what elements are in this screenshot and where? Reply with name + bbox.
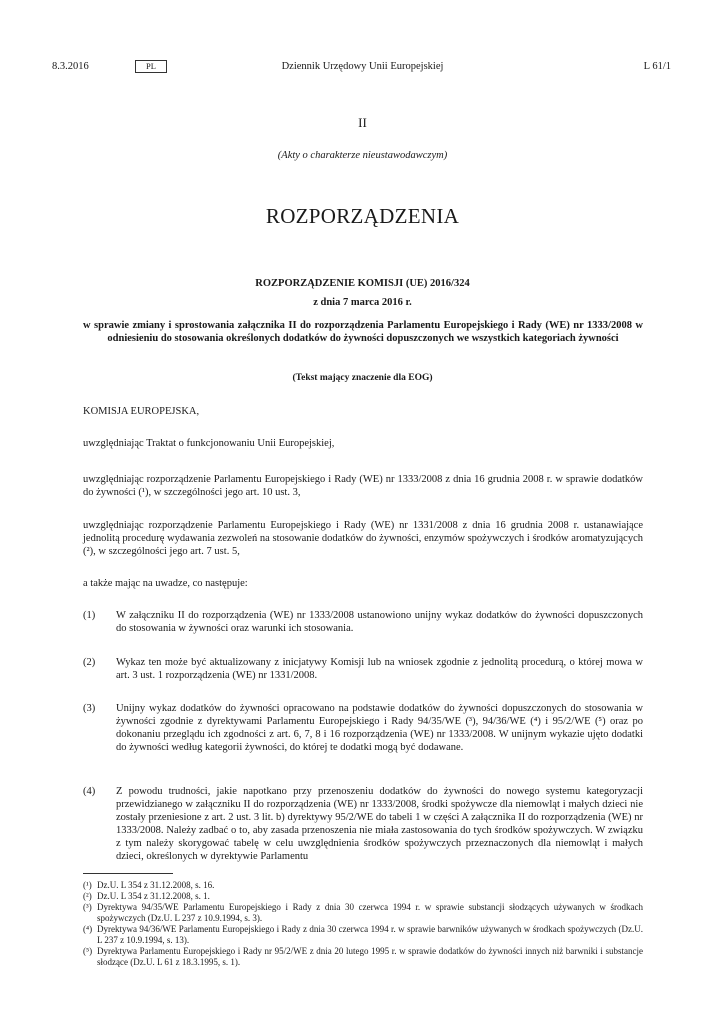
regulation-date: z dnia 7 marca 2016 r. — [313, 297, 412, 308]
footnote-mark: (⁵) — [83, 946, 93, 956]
commission-heading: KOMISJA EUROPEJSKA, — [83, 406, 200, 417]
footnote-text: Dyrektywa 94/36/WE Parlamentu Europejskiego i Rady z dnia 30 czerwca 1994 r. w sprawie barwników używanych w środkach spożywczych (Dz.U. L 237 z 10.9.1994, s. 13). — [97, 924, 643, 945]
header-date: 8.3.2016 — [52, 61, 89, 72]
regulation-subject: w sprawie zmiany i sprostowania załącznika II do rozporządzenia Parlamentu Europejskiego i Rady (WE) nr 1333/2008 w odniesieniu do stosowania określonych dodatków do żywności dopuszczonych we wszystkich kategoriach żywności — [83, 320, 643, 344]
footnote-text: Dz.U. L 354 z 31.12.2008, s. 1. — [97, 891, 210, 901]
citation-regulation-1333: uwzględniając rozporządzenie Parlamentu Europejskiego i Rady (WE) nr 1333/2008 z dnia 16 grudnia 2008 r. w sprawie dodatków do żywności (¹), w szczególności jego art. 10 ust. 3, — [83, 474, 643, 498]
footnote-mark: (¹) — [83, 880, 92, 890]
footnote-mark: (⁴) — [83, 924, 93, 934]
footnote-text: Dz.U. L 354 z 31.12.2008, s. 16. — [97, 880, 215, 890]
footnote-mark: (²) — [83, 891, 92, 901]
section-heading: ROZPORZĄDZENIA — [265, 204, 460, 228]
section-number: II — [358, 115, 367, 130]
footnote-text: Dyrektywa 94/35/WE Parlamentu Europejskiego i Rady z dnia 30 czerwca 1994 r. w sprawie substancji słodzących używanych w środkach spożywczych (Dz.U. L 237 z 10.9.1994, s. 3). — [97, 902, 643, 923]
acts-type: (Akty o charakterze nieustawodawczym) — [277, 150, 448, 161]
recital-number: (3) — [83, 703, 96, 714]
header-journal-title: Dziennik Urzędowy Unii Europejskiej — [281, 61, 444, 72]
footnote-separator — [83, 873, 173, 874]
citation-regulation-1331: uwzględniając rozporządzenie Parlamentu Europejskiego i Rady (WE) nr 1331/2008 z dnia 16 grudnia 2008 r. ustanawiające jednolitą procedurę wydawania zezwoleń na stosowanie dodatków do żywności, enzymów spożywczych i środków aromatyzujących (²), w szczególności jego art. 7 ust. 5, — [83, 520, 643, 557]
recital-text: Z powodu trudności, jakie napotkano przy przenoszeniu dodatków do żywności do nowego systemu kategoryzacji przewidzianego w załączniku II do rozporządzenia (WE) nr 1333/2008, środki spożywcze dla niemowląt i małych dzieci nie zostały przeniesione z art. 2 ust. 3 lit. b) dyrektywy 95/2/WE do tabeli 1 w części A załącznika II do rozporządzenia (WE) nr 1333/2008. Należy zadbać o to, aby zasada przenoszenia nie miała zastosowania do tych środków spożywczych. W związku z tym należy skorygować tabelę w celu uwzględnienia środków spożywczych przeznaczonych dla niemowląt i małych dzieci, określonych w dyrektywie Parlamentu — [116, 786, 643, 862]
recital-text: Unijny wykaz dodatków do żywności opracowano na podstawie dodatków do żywności dopuszczonych do stosowania w żywności zgodnie z dyrektywami Parlamentu Europejskiego i Rady 94/35/WE (³), 94/36/WE (⁴) i 95/2/WE (⁵) oraz po dokonaniu przeglądu ich zgodności z art. 6, 7, 8 i 16 rozporządzenia (WE) nr 1333/2008. W unijnym wykazie ujęto dodatki do żywności według kategorii żywności, do której te dodatki mogą być dodawane. — [116, 703, 643, 753]
recital-text: W załączniku II do rozporządzenia (WE) nr 1333/2008 ustanowiono unijny wykaz dodatków do żywności dopuszczonych do stosowania w żywności oraz warunki ich stosowania. — [116, 610, 643, 634]
footnote-mark: (³) — [83, 902, 92, 912]
eea-relevance: (Tekst mający znaczenie dla EOG) — [292, 373, 433, 383]
recital-text: Wykaz ten może być aktualizowany z inicjatywy Komisji lub na wniosek zgodnie z jednolitą procedurą, o której mowa w art. 3 ust. 1 rozporządzenia (WE) nr 1331/2008. — [116, 657, 643, 681]
header-language-badge: PL — [135, 60, 167, 73]
header-page-reference: L 61/1 — [643, 61, 671, 72]
recital-number: (2) — [83, 657, 96, 668]
recital-number: (1) — [83, 610, 96, 621]
recital-number: (4) — [83, 786, 96, 797]
citation-treaty: uwzględniając Traktat o funkcjonowaniu Unii Europejskiej, — [83, 438, 335, 449]
footnote-text: Dyrektywa Parlamentu Europejskiego i Rady nr 95/2/WE z dnia 20 lutego 1995 r. w sprawie dodatków do żywności innych niż barwniki i substancje słodzące (Dz.U. L 61 z 18.3.1995, s. 1). — [97, 946, 643, 967]
recitals-intro: a także mając na uwadze, co następuje: — [83, 578, 248, 589]
regulation-title: ROZPORZĄDZENIE KOMISJI (UE) 2016/324 — [255, 278, 470, 289]
